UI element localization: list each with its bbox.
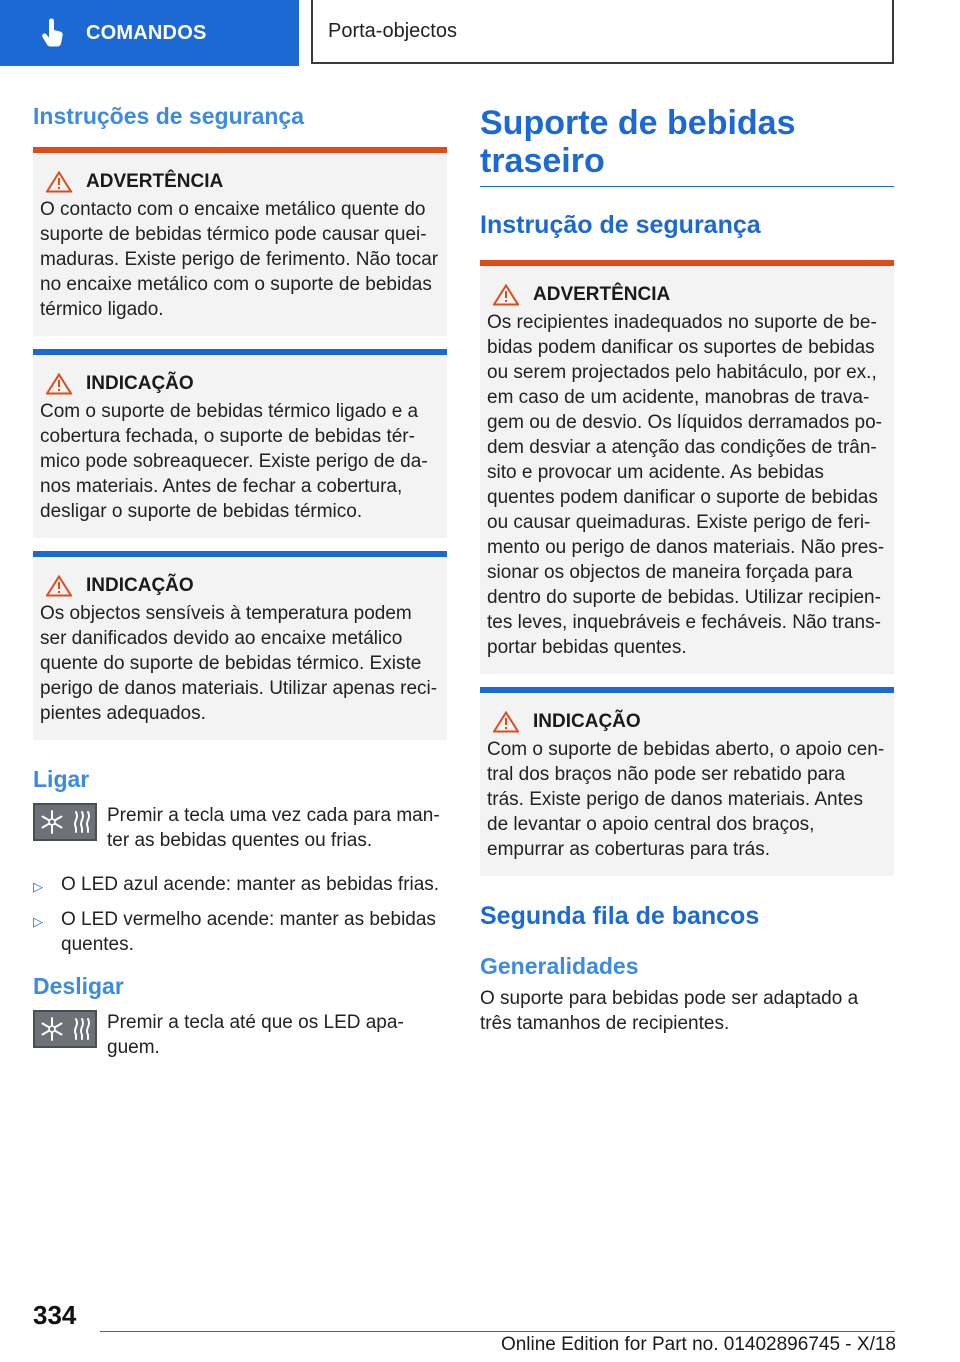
warning-header (40, 171, 439, 193)
page-header (0, 0, 960, 66)
warning-triangle-icon (493, 284, 519, 306)
list-item-text: O LED vermelho acende: manter as bebidas quentes. (61, 909, 436, 955)
caution-triangle-icon (46, 373, 72, 395)
caution-triangle-icon (493, 711, 519, 733)
warning-header (487, 284, 886, 306)
snowflake-icon (39, 809, 65, 835)
led-status-list (33, 872, 447, 957)
note-text: Com o suporte de bebidas térmico ligado e a cobertura fechada, o suporte de bebidas térmico pode sobreaquecer. Existe perigo de danos materiais. Antes de fechar a cobertura, desligar o suporte de bebidas térmico. (40, 401, 428, 522)
snowflake-icon (39, 1016, 65, 1042)
note-title: INDICAÇÃO (86, 373, 194, 394)
bullet-triangle-icon: ▷ (33, 914, 43, 929)
general-heading: Generalidades (480, 953, 639, 979)
right-column (480, 100, 894, 1036)
section-label: COMANDOS (86, 21, 207, 44)
hand-pointer-icon (40, 18, 66, 48)
desligar-text: Premir a tecla até que os LED apaguem. (107, 1012, 404, 1058)
warning-title: ADVERTÊNCIA (533, 284, 671, 305)
safety-heading: Instrução de segurança (480, 211, 761, 239)
warning-title: ADVERTÊNCIA (86, 171, 224, 192)
footer-divider (100, 1331, 895, 1332)
heat-waves-icon (73, 809, 91, 835)
note-box (480, 687, 894, 876)
main-title-block (480, 104, 894, 187)
list-item-text: O LED azul acende: manter as bebidas frias. (61, 874, 440, 895)
desligar-heading: Desligar (33, 973, 124, 999)
note-header (40, 373, 439, 395)
warning-triangle-icon (46, 171, 72, 193)
safety-heading: Instruções de segurança (33, 103, 304, 129)
warning-text: O contacto com o encaixe metálico quente do suporte de bebidas térmico pode causar queimaduras. Existe perigo de ferimento. Não tocar no encaixe metálico com o suporte de bebidas térmico ligado. (40, 199, 439, 320)
note-text: Os objectos sensíveis à temperatura podem ser danificados devido ao encaixe metálico quente do suporte de bebidas térmico. Existe perigo de danos materiais. Utilizar apenas recipientes adequados. (40, 603, 438, 724)
note-text: Com o suporte de bebidas aberto, o apoio central dos braços não pode ser rebatido para trás. Existe perigo de danos materiais. Antes de levantar o apoio central dos braços, empurrar as coberturas para trás. (487, 739, 885, 860)
note-title: INDICAÇÃO (533, 711, 641, 732)
section-tab[interactable] (0, 0, 299, 66)
list-item (33, 872, 447, 899)
heat-cool-button-icon (33, 803, 97, 841)
note-header (487, 711, 886, 733)
note-box (33, 551, 447, 740)
warning-text: Os recipientes inadequados no suporte de bebidas podem danificar os suportes de bebidas ou serem projectados pelo habitáculo, por ex., em caso de um acidente, manobras de travagem ou de desvio. Os líquidos derramados podem desviar a atenção das condições de trânsito e provocar um acidente. As bebidas quentes podem danificar o suporte de bebidas ou causar queimaduras. Existe perigo de ferimento ou perigo de danos materiais. Não pressionar os objectos de maneira forçada para dentro do suporte de bebidas. Utilizar recipientes leves, inquebráveis e fecháveis. Não transportar bebidas quentes. (487, 312, 885, 658)
note-header (40, 575, 439, 597)
bullet-triangle-icon: ▷ (33, 879, 43, 894)
ligar-instruction (33, 803, 447, 853)
general-text: O suporte para bebidas pode ser adaptado a três tamanhos de recipientes. (480, 988, 859, 1034)
edition-note: Online Edition for Part no. 01402896745 - X/18 (500, 1334, 896, 1355)
topic-label: Porta-objectos (328, 19, 457, 42)
caution-triangle-icon (46, 575, 72, 597)
note-box (33, 349, 447, 538)
topic-tab[interactable] (311, 0, 894, 64)
ligar-heading: Ligar (33, 766, 90, 792)
left-column (33, 100, 447, 1060)
page-title: Suporte de bebidas traseiro (480, 104, 796, 180)
page-number: 334 (33, 1300, 77, 1330)
ligar-text: Premir a tecla uma vez cada para manter as bebidas quentes ou frias. (107, 805, 440, 851)
heat-cool-button-icon (33, 1010, 97, 1048)
warning-box (480, 260, 894, 674)
list-item (33, 907, 447, 957)
desligar-instruction (33, 1010, 447, 1060)
second-row-heading: Segunda fila de bancos (480, 902, 760, 930)
note-title: INDICAÇÃO (86, 575, 194, 596)
warning-box (33, 147, 447, 336)
heat-waves-icon (73, 1016, 91, 1042)
